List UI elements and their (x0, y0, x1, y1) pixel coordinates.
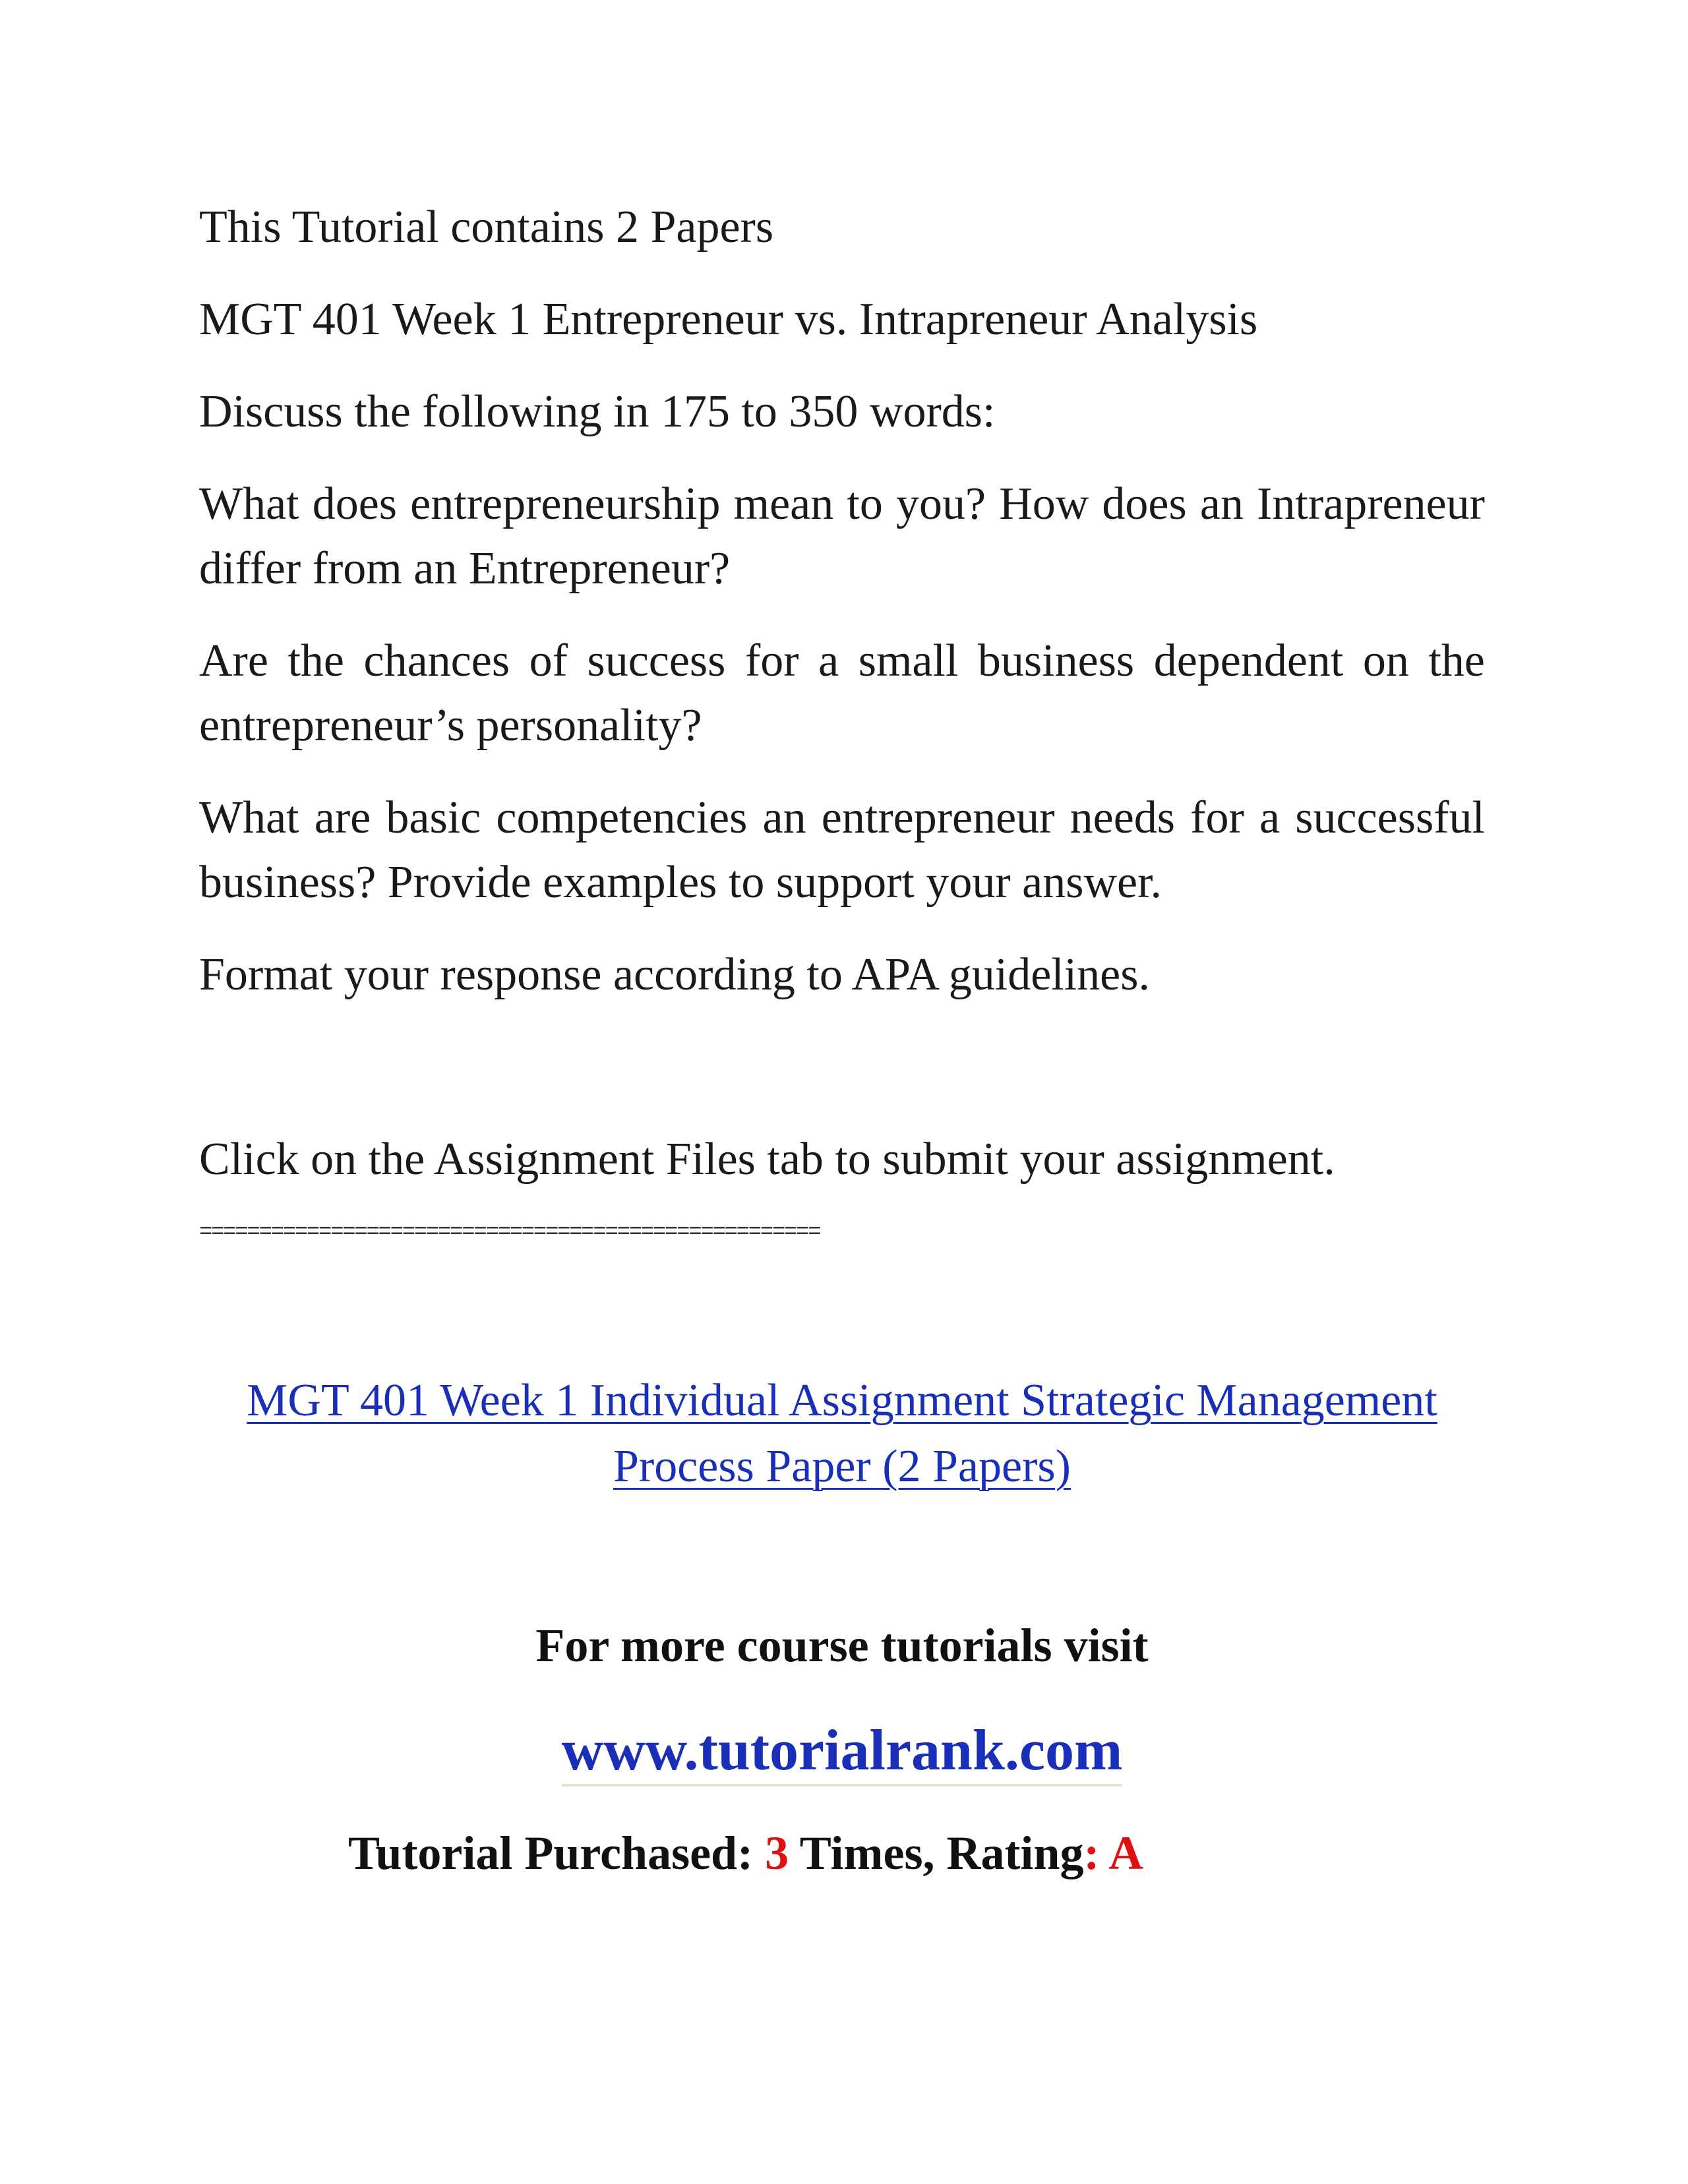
question-1: What does entrepreneurship mean to you? How does an Intrapreneur differ from an Entrepreneur? (199, 479, 1485, 594)
tutorial-contents-line: This Tutorial contains 2 Papers (199, 202, 774, 252)
next-assignment-link-block (199, 1368, 1485, 1500)
separator-line: ==================================================== (199, 1220, 820, 1245)
promo-visit-text: For more course tutorials visit (535, 1619, 1149, 1672)
next-assignment-link[interactable]: MGT 401 Week 1 Individual Assignment Strategic Management Process Paper (2 Papers) (247, 1375, 1437, 1492)
rating-value: A (1108, 1827, 1143, 1879)
format-instruction: Format your response according to APA guidelines. (199, 949, 1150, 1000)
assignment-title: MGT 401 Week 1 Entrepreneur vs. Intrapreneur Analysis (199, 294, 1258, 345)
assignment-body (199, 195, 1485, 1246)
rating-colon: : (1083, 1827, 1109, 1879)
times-rating-label: Times, Rating (789, 1827, 1084, 1879)
question-3: What are basic competencies an entrepreneur needs for a successful business? Provide examples to support your answer. (199, 792, 1485, 908)
site-link[interactable]: www.tutorialrank.com (562, 1719, 1123, 1786)
word-count-instruction: Discuss the following in 175 to 350 words: (199, 386, 996, 437)
purchased-label: Tutorial Purchased: (348, 1827, 766, 1879)
purchase-stats (348, 1826, 1143, 1881)
submit-instruction: Click on the Assignment Files tab to submit your assignment. (199, 1134, 1335, 1185)
promo-site-block (199, 1717, 1485, 1784)
question-2: Are the chances of success for a small business dependent on the entrepreneur’s personality? (199, 635, 1485, 751)
spacer (199, 1035, 1485, 1127)
purchased-count: 3 (765, 1827, 789, 1879)
